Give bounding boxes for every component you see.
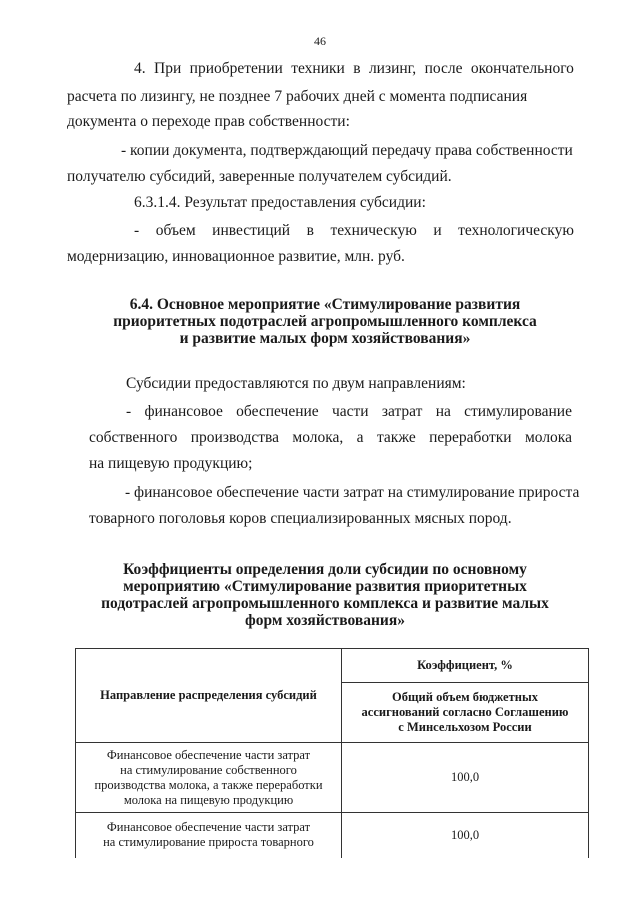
paragraph-line: расчета по лизингу, не позднее 7 рабочих дней с момента подписания	[67, 88, 528, 105]
word: -	[126, 403, 132, 420]
cell-line: на стимулирование собственного	[120, 762, 297, 777]
word: При	[154, 60, 182, 77]
subheader-line: с Минсельхозом России	[398, 720, 532, 734]
col-subheader-budget	[342, 683, 589, 743]
section-heading-line: приоритетных подотраслей агропромышленного комплекса	[113, 313, 537, 330]
paragraph-line-justified	[134, 60, 574, 78]
paragraph-line-justified	[134, 222, 574, 240]
table-title-line: Коэффициенты определения доли субсидии по основному	[123, 561, 527, 578]
word: в	[306, 222, 314, 239]
paragraph-line: - копии документа, подтверждающий передачу права собственности	[121, 142, 573, 159]
word: на	[435, 403, 451, 420]
table-cell-value: 100,0	[342, 813, 589, 858]
word: окончательного	[470, 60, 574, 77]
word: переработки	[429, 429, 512, 446]
word: в	[353, 60, 361, 77]
paragraph-line: 6.3.1.4. Результат предоставления субсидии:	[134, 194, 426, 211]
table-title	[60, 561, 590, 629]
word: затрат	[381, 403, 423, 420]
section-heading-line: 6.4. Основное мероприятие «Стимулирование развития	[129, 296, 521, 313]
col-header-direction: Направление распределения субсидий	[76, 649, 342, 743]
word: обеспечение	[236, 403, 319, 420]
word: производства	[190, 429, 279, 446]
paragraph-line: товарного поголовья коров специализированных мясных пород.	[89, 510, 512, 527]
section-heading	[60, 296, 590, 347]
word: части	[331, 403, 369, 420]
paragraph-line: документа о переходе прав собственности:	[67, 113, 350, 130]
table-title-line: мероприятию «Стимулирование развития приоритетных	[123, 578, 527, 595]
subheader-line: ассигнований согласно Соглашению	[361, 705, 569, 719]
word: а	[356, 429, 364, 446]
word: технологическую	[458, 222, 574, 239]
col-header-coefficient: Коэффициент, %	[342, 649, 589, 683]
word: молока,	[292, 429, 344, 446]
word: приобретении	[189, 60, 283, 77]
table-title-line: подотраслей агропромышленного комплекса и развитие малых	[101, 595, 549, 612]
word: финансовое	[144, 403, 223, 420]
word: также	[376, 429, 416, 446]
word: техническую	[330, 222, 417, 239]
cell-line: на стимулирование прироста товарного	[103, 835, 314, 850]
section-heading-line: и развитие малых форм хозяйствования»	[179, 330, 471, 347]
table-cell-value: 100,0	[342, 743, 589, 813]
table-row	[76, 813, 589, 858]
table-cell-direction	[76, 743, 342, 813]
subsidy-coefficient-table	[75, 648, 589, 858]
word: собственного	[89, 429, 178, 446]
word: лизинг,	[368, 60, 417, 77]
paragraph-line-justified	[89, 429, 572, 447]
cell-line: Финансовое обеспечение части затрат	[106, 820, 311, 835]
cell-line: производства молока, а также переработки	[94, 777, 323, 792]
cell-line: Финансовое обеспечение части затрат	[106, 747, 311, 762]
word: объем	[155, 222, 196, 239]
page-number: 46	[314, 34, 326, 48]
paragraph-line: получателю субсидий, заверенные получателем субсидий.	[67, 168, 452, 185]
word: техники	[291, 60, 345, 77]
paragraph-line: на пищевую продукцию;	[89, 455, 253, 472]
paragraph-line-justified	[126, 403, 572, 421]
word: 4.	[134, 60, 146, 77]
subheader-line: Общий объем бюджетных	[392, 690, 538, 704]
table-title-line: форм хозяйствования»	[245, 612, 405, 629]
word: молока	[524, 429, 572, 446]
paragraph-line: - финансовое обеспечение части затрат на стимулирование прироста	[125, 484, 580, 501]
word: -	[134, 222, 140, 239]
paragraph-line: Субсидии предоставляются по двум направлениям:	[126, 375, 466, 392]
paragraph-line: модернизацию, инновационное развитие, млн. руб.	[67, 248, 405, 265]
word: стимулирование	[464, 403, 572, 420]
table-row	[76, 743, 589, 813]
word: инвестиций	[212, 222, 291, 239]
cell-line: молока на пищевую продукцию	[123, 792, 294, 807]
table-cell-direction	[76, 813, 342, 858]
word: и	[433, 222, 442, 239]
word: после	[424, 60, 463, 77]
